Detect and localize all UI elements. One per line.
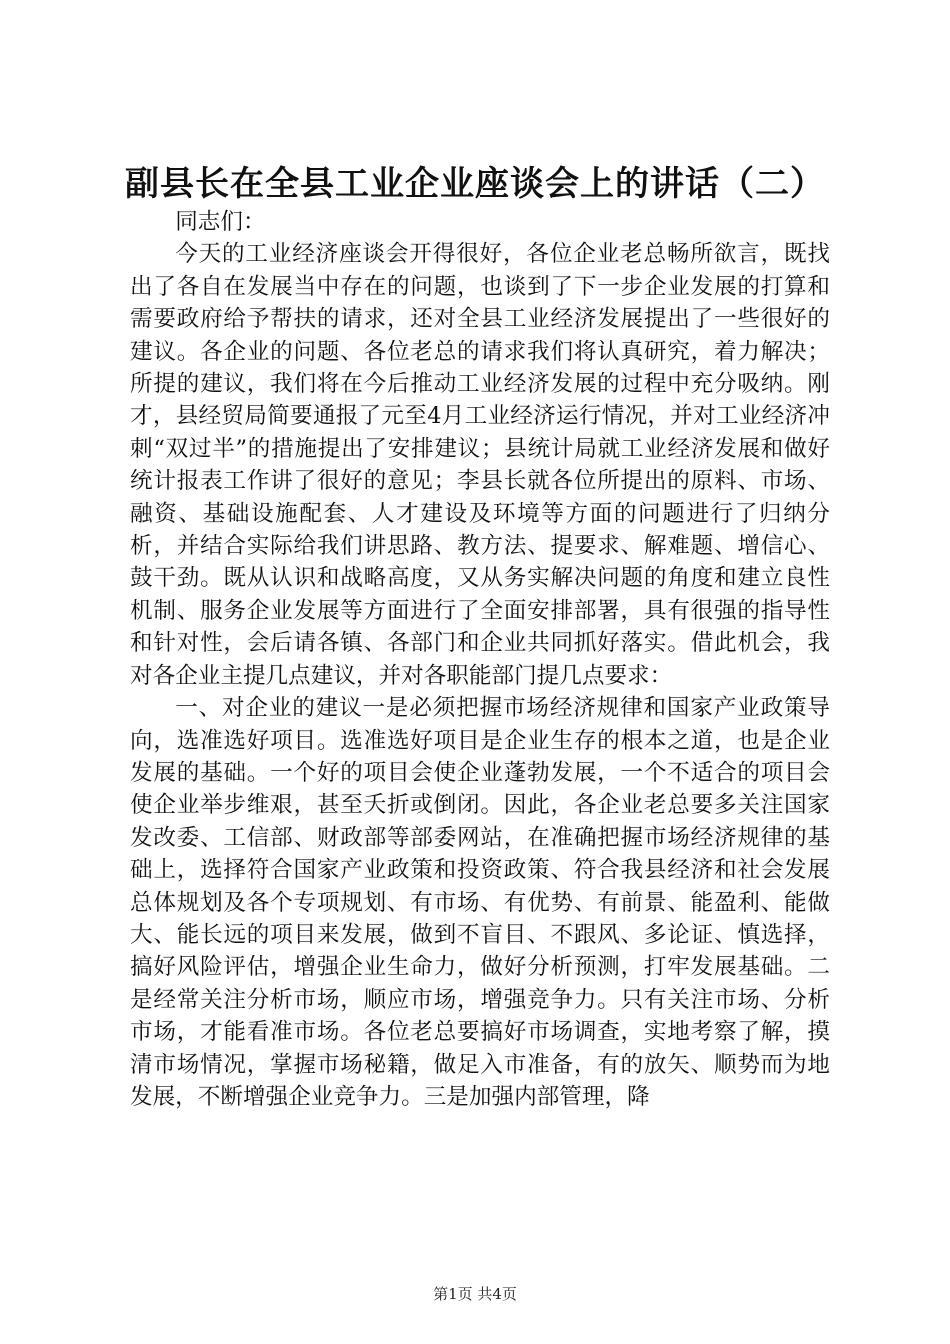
body-paragraph-intro: 今天的工业经济座谈会开得很好，各位企业老总畅所欲言，既找出了各自在发展当中存在的问题，也谈到了下一步企业发展的打算和需要政府给予帮扶的请求，还对全县工业经济发展提出了一些很好的建议。各企业的问题、各位老总的请求我们将认真研究，着力解决；所提的建议，我们将在今后推动工业经济发展的过程中充分吸纳。刚才，县经贸局简要通报了元至4月工业经济运行情况，并对工业经济冲刺“双过半”的措施提出了安排建议；县统计局就工业经济发展和做好统计报表工作讲了很好的意见；李县长就各位所提出的原料、市场、融资、基础设施配套、人才建设及环境等方面的问题进行了归纳分析，并结合实际给我们讲思路、教方法、提要求、解难题、增信心、鼓干劲。既从认识和战略高度，又从务实解决问题的角度和建立良性机制、服务企业发展等方面进行了全面安排部署，具有很强的指导性和针对性，会后请各镇、各部门和企业共同抓好落实。借此机会，我对各企业主提几点建议，并对各职能部门提几点要求： bbox=[130, 241, 830, 689]
document-body bbox=[130, 206, 830, 1113]
salutation-paragraph: 同志们： bbox=[175, 209, 266, 235]
body-paragraph-suggestions: 一、对企业的建议一是必须把握市场经济规律和国家产业政策导向，选准选好项目。选准选好项目是企业生存的根本之道，也是企业发展的基础。一个好的项目会使企业蓬勃发展，一个不适合的项目会使企业举步维艰，甚至夭折或倒闭。因此，各企业老总要多关注国家发改委、工信部、财政部等部委网站，在准确把握市场经济规律的基础上，选择符合国家产业政策和投资政策、符合我县经济和社会发展总体规划及各个专项规划、有市场、有优势、有前景、能盈利、能做大、能长远的项目来发展，做到不盲目、不跟风、多论证、慎选择，搞好风险评估，增强企业生命力，做好分析预测，打牢发展基础。二是经常关注分析市场，顺应市场，增强竞争力。只有关注市场、分析市场，才能看准市场。各位老总要搞好市场调查，实地考察了解，摸清市场情况，掌握市场秘籍，做足入市准备，有的放矢、顺势而为地发展，不断增强企业竞争力。三是加强内部管理，降 bbox=[130, 695, 830, 1110]
document-title: 副县长在全县工业企业座谈会上的讲话（二） bbox=[125, 164, 825, 204]
page-number-footer: 第1页 共4页 bbox=[433, 1285, 517, 1303]
